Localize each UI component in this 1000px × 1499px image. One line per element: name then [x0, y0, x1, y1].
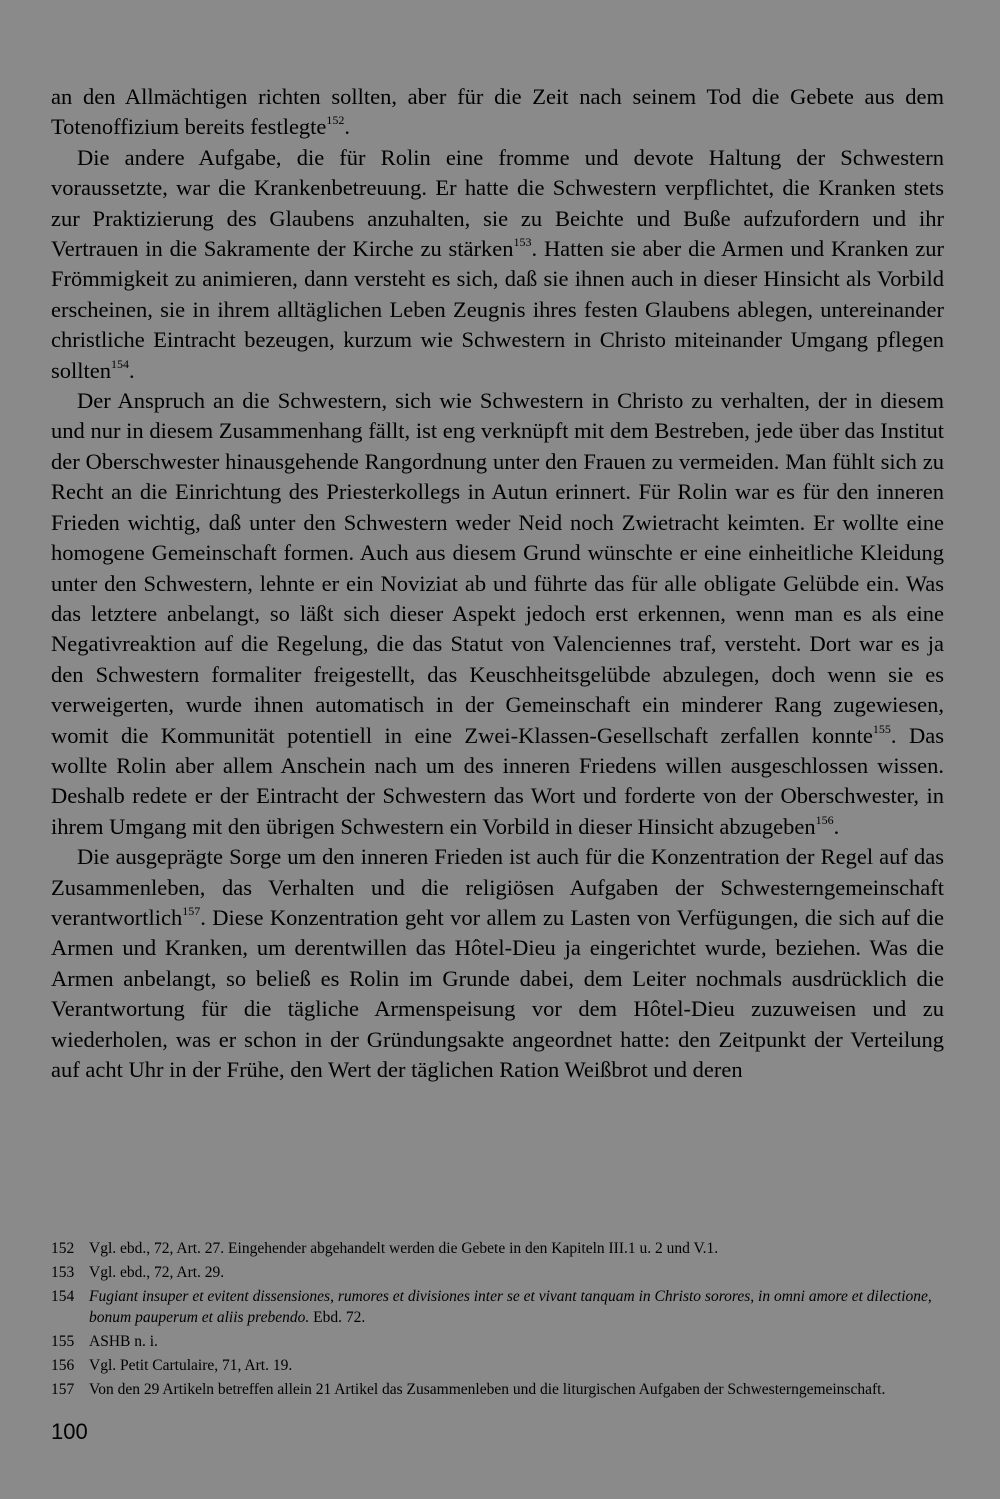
footnote-152 — [51, 1238, 944, 1260]
footnote-text: Von den 29 Artikeln betreffen allein 21 Artikel das Zusammenleben und die liturgischen Aufgaben der Schwesterngemeinschaft. — [89, 1380, 886, 1398]
footnote-156 — [51, 1355, 944, 1377]
paragraph-text: . Diese Konzentration geht vor allem zu Lasten von Verfügungen, die sich auf die Armen und Kranken, um derentwillen das Hôtel-Dieu ja eingerichtet wurde, beziehen. Was die Armen anbelangt, so beließ es Rolin im Grunde dabei, dem Leiter nochmals ausdrücklich die Verantwortung für die tägliche Armenspeisung vor dem Hôtel-Dieu zuzuweisen und zu wiederholen, was er schon in der Gründungsakte angeordnet hatte: den Zeitpunkt der Verteilung auf acht Uhr in der Frühe, den Wert der täglichen Ration Weißbrot und deren — [51, 904, 944, 1082]
footnote-number: 153 — [51, 1263, 75, 1281]
main-text — [51, 82, 944, 1085]
paragraph-text: . Hatten sie aber die Armen und Kranken zur Frömmigkeit zu animieren, dann versteht es sich, daß sie ihnen auch in dieser Hinsicht als Vorbild erscheinen, sie in ihrem alltäglichen Leben Zeugnis ihres festen Glaubens ablegen, untereinander christliche Eintracht bezeugen, kurzum wie Schwestern in Christo miteinander Umgang pflegen sollten — [51, 236, 944, 383]
paragraph-1 — [51, 82, 944, 143]
footnote-source: Ebd. 72. — [309, 1309, 366, 1327]
footnote-text: Vgl. Petit Cartulaire, 71, Art. 19. — [89, 1356, 293, 1374]
paragraph-text: Die ausgeprägte Sorge um den inneren Frieden ist auch für die Konzentration der Regel auf das Zusammenleben, das Verhalten und die religiösen Aufgaben der Schwesterngemeinschaft verantwortlich — [51, 844, 944, 930]
footnote-number: 152 — [51, 1240, 75, 1257]
footnote-155 — [51, 1331, 944, 1353]
footnote-text: ASHB n. i. — [89, 1333, 158, 1351]
footnote-ref-156: 156 — [815, 812, 834, 827]
footnote-154 — [51, 1286, 944, 1330]
footnote-ref-152: 152 — [326, 113, 345, 128]
paragraph-3 — [51, 386, 944, 842]
footnote-ref-154: 154 — [111, 356, 129, 371]
footnote-ref-155: 155 — [872, 721, 891, 736]
footnote-number: 155 — [51, 1333, 75, 1351]
paragraph-text: Die andere Aufgabe, die für Rolin eine fromme und devote Haltung der Schwestern voraussetzte, war die Krankenbetreuung. Er hatte die Schwestern verpflichtet, die Kranken stets zur Praktizierung des Glaubens anzuhalten, sie zu Beichte und Buße aufzufordern und ihr Vertrauen in die Sakramente der Kirche zu stärken — [51, 144, 944, 262]
footnote-number: 156 — [51, 1356, 75, 1374]
footnote-quote: Fugiant insuper et evitent dissensiones, rumores et divisiones inter se et vivant tanquam in Christo sorores, in omni amore et dilectione, bonum pauperum et aliis prebendo. — [89, 1287, 932, 1327]
footnote-number: 154 — [51, 1287, 75, 1305]
paragraph-text: Der Anspruch an die Schwestern, sich wie Schwestern in Christo zu verhalten, der in diesem und nur in diesem Zusammenhang fällt, ist eng verknüpft mit dem Bestreben, jede über das Institut der Oberschwester hinausgehende Rangordnung unter den Frauen zu vermeiden. Man fühlt sich zu Recht an die Einrichtung des Priesterkollegs in Autun erinnert. Für Rolin war es für den inneren Frieden wichtig, daß unter den Schwestern weder Neid noch Zwietracht keimten. Er wollte eine homogene Gemeinschaft formen. Auch aus diesem Grund wünschte er eine einheitliche Kleidung unter den Schwestern, lehnte er ein Noviziat ab und führte das für alle obligate Gelübde ein. Was das letztere anbelangt, so läßt sich dieser Aspekt jedoch erst erkennen, wenn man es als eine Negativreaktion auf die Regelung, die das Statut von Valenciennes traf, versteht. Dort war es ja den Schwestern formaliter freigestellt, das Keuschheitsgelübde abzulegen, doch wenn sie es verweigerten, wurde ihnen automatisch in der Gemeinschaft ein minderer Rang zugewiesen, womit die Kommunität potentiell in eine Zwei-Klassen-Gesellschaft zerfallen konnte — [51, 388, 944, 748]
paragraph-text: . — [129, 357, 135, 383]
page-number: 100 — [51, 1419, 88, 1444]
footnote-153 — [51, 1262, 944, 1284]
paragraph-2 — [51, 143, 944, 386]
footnote-ref-153: 153 — [513, 235, 532, 250]
paragraph-text: . — [344, 114, 351, 140]
footnote-text — [89, 1286, 944, 1330]
footnote-number: 157 — [51, 1380, 75, 1398]
paragraph-text: an den Allmächtigen richten sollten, aber für die Zeit nach seinem Tod die Gebete aus dem Totenoffizium bereits festlegte — [51, 84, 944, 140]
footnotes — [51, 1238, 944, 1403]
footnote-157 — [51, 1379, 944, 1401]
paragraph-text: . Das wollte Rolin aber allem Anschein nach um des inneren Friedens willen ausgeschlossen wissen. Deshalb redete er der Eintracht der Schwestern das Wort und forderte von der Oberschwester, in ihrem Umgang mit den übrigen Schwestern ein Vorbild in dieser Hinsicht abzugeben — [51, 722, 944, 839]
footnote-ref-157: 157 — [182, 903, 201, 918]
paragraph-text: . — [833, 813, 840, 839]
footnote-text: Vgl. ebd., 72, Art. 27. Eingehender abgehandelt werden die Gebete in den Kapiteln III.1 u. 2 und V.1. — [89, 1240, 719, 1257]
paragraph-4 — [51, 842, 944, 1085]
footnote-text: Vgl. ebd., 72, Art. 29. — [89, 1263, 225, 1281]
